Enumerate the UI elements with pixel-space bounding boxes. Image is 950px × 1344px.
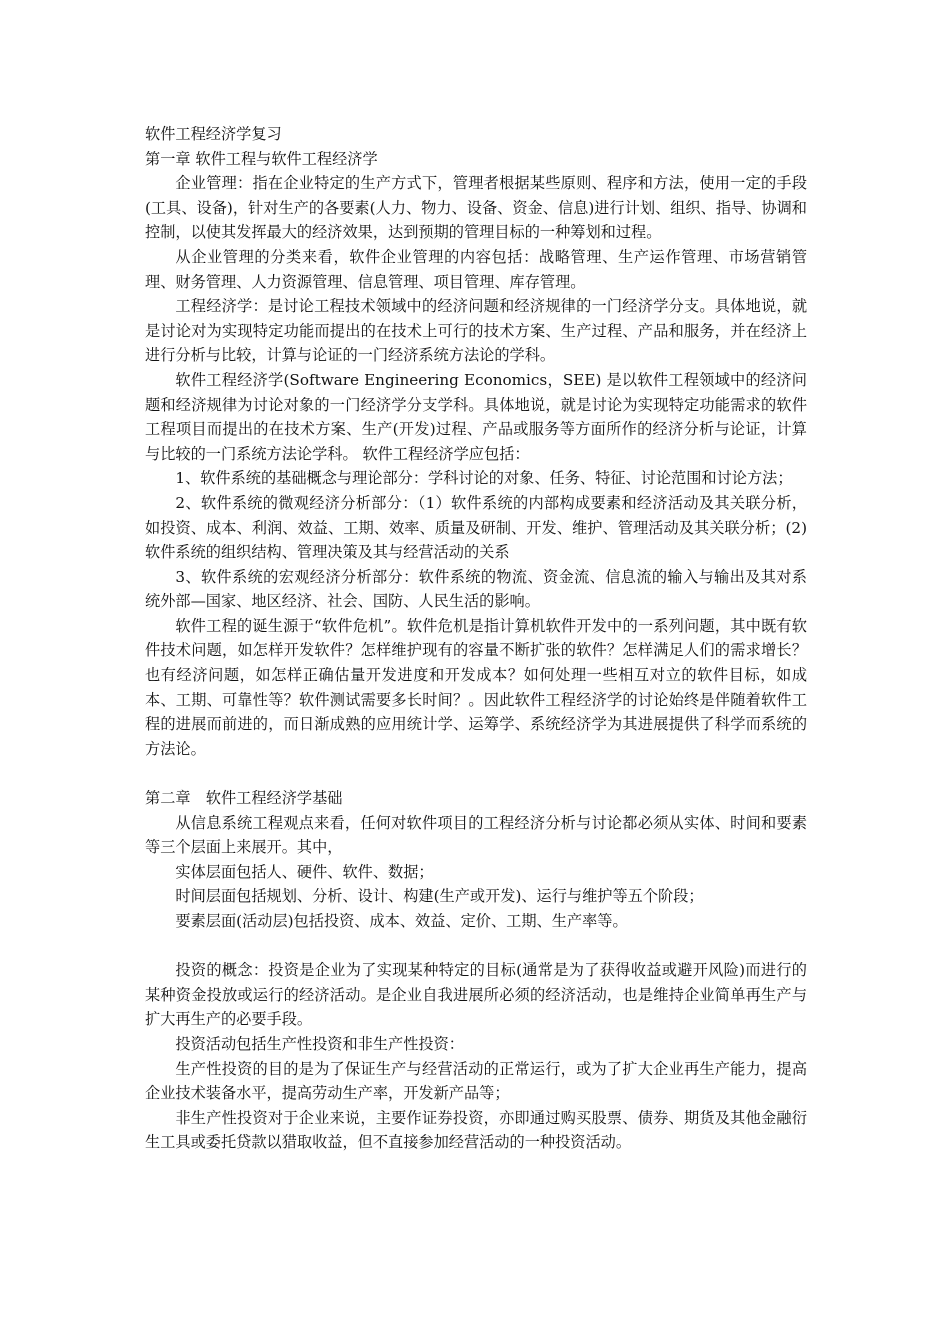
paragraph-engineering-economics: 工程经济学：是讨论工程技术领域中的经济问题和经济规律的一门经济学分支。具体地说，就是讨论对为实现特定功能而提出的在技术上可行的技术方案、生产过程、产品和服务，并在经济上进行分析与比较，计算与论证的一门经济系统方法论的学科。 [145, 297, 807, 365]
document-page [145, 122, 807, 1155]
paragraph-see-part-2: 2、软件系统的微观经济分析部分：（1）软件系统的内部构成要素和经济活动及其关联分析，如投资、成本、利润、效益、工期、效率、质量及研制、开发、维护、管理活动及其关联分析；(2)软件系统的组织结构、管理决策及其与经营活动的关系 [145, 493, 807, 562]
paragraph-management-categories: 从企业管理的分类来看，软件企业管理的内容包括：战略管理、生产运作管理、市场营销管理、财务管理、人力资源管理、信息管理、项目管理、库存管理。 [145, 247, 807, 291]
paragraph-time-level: 时间层面包括规划、分析、设计、构建(生产或开发)、运行与维护等五个阶段； [175, 887, 704, 906]
paragraph-software-crisis: 软件工程的诞生源于“软件危机”。软件危机是指计算机软件开发中的一系列问题，其中既有软件技术问题，如怎样开发软件？怎样维护现有的容量不断扩张的软件？怎样满足人们的需求增长？也有经济问题，如怎样正确估量开发进度和开发成本？如何处理一些相互对立的软件目标，如成本、工期、可靠性等？软件测试需要多长时间？。因此软件工程经济学的讨论始终是伴随着软件工程的进展而前进的，而日渐成熟的应用统计学、运筹学、系统经济学为其进展提供了科学而系统的方法论。 [145, 616, 807, 758]
paragraph-enterprise-management: 企业管理：指在企业特定的生产方式下，管理者根据某些原则、程序和方法，使用一定的手段(工具、设备)，针对生产的各要素(人力、物力、设备、资金、信息)进行计划、组织、指导、协调和控制，以使其发挥最大的经济效果，达到预期的管理目标的一种筹划和过程。 [145, 174, 807, 242]
paragraph-entity-level: 实体层面包括人、硬件、软件、数据； [175, 862, 434, 881]
paragraph-element-level: 要素层面(活动层)包括投资、成本、效益、定价、工期、生产率等。 [175, 912, 628, 930]
paragraph-investment-types: 投资活动包括生产性投资和非生产性投资： [175, 1034, 464, 1053]
paragraph-investment-concept: 投资的概念：投资是企业为了实现某种特定的目标(通常是为了获得收益或避开风险)而进行的某种资金投放或运行的经济活动。是企业自我进展所必须的经济活动，也是维持企业简单再生产与扩大再生产的必要手段。 [145, 961, 807, 1029]
paragraph-productive-investment: 生产性投资的目的是为了保证生产与经营活动的正常运行，或为了扩大企业再生产能力，提高企业技术装备水平，提高劳动生产率，开发新产品等； [145, 1059, 807, 1103]
blank-line [145, 934, 807, 959]
paragraph-see-definition: 软件工程经济学(Software Engineering Economics，SEE) 是以软件工程领域中的经济问题和经济规律为讨论对象的一门经济学分支学科。具体地说，就是讨论为实现特定功能需求的软件工程项目而提出的在技术方案、生产(开发)过程、产品或服务等方面所作的经济分析与论证，计算与比较的一门系统方法论学科。 软件工程经济学应包括： [145, 370, 807, 463]
blank-line [145, 761, 807, 786]
paragraph-nonproductive-investment: 非生产性投资对于企业来说，主要作证券投资，亦即通过购买股票、债券、期货及其他金融衍生工具或委托贷款以猎取收益，但不直接参加经营活动的一种投资活动。 [145, 1108, 807, 1152]
paragraph-system-engineering-view: 从信息系统工程观点来看，任何对软件项目的工程经济分析与讨论都必须从实体、时间和要素等三个层面上来展开。其中， [145, 813, 807, 857]
document-title: 软件工程经济学复习 [145, 125, 282, 143]
chapter-1-heading: 第一章 软件工程与软件工程经济学 [145, 149, 378, 168]
paragraph-see-part-3: 3、软件系统的宏观经济分析部分：软件系统的物流、资金流、信息流的输入与输出及其对系统外部—国家、地区经济、社会、国防、人民生活的影响。 [145, 567, 807, 611]
paragraph-see-part-1: 1、软件系统的基础概念与理论部分：学科讨论的对象、任务、特征、讨论范围和讨论方法； [175, 469, 793, 488]
chapter-2-heading: 第二章 软件工程经济学基础 [145, 789, 343, 808]
